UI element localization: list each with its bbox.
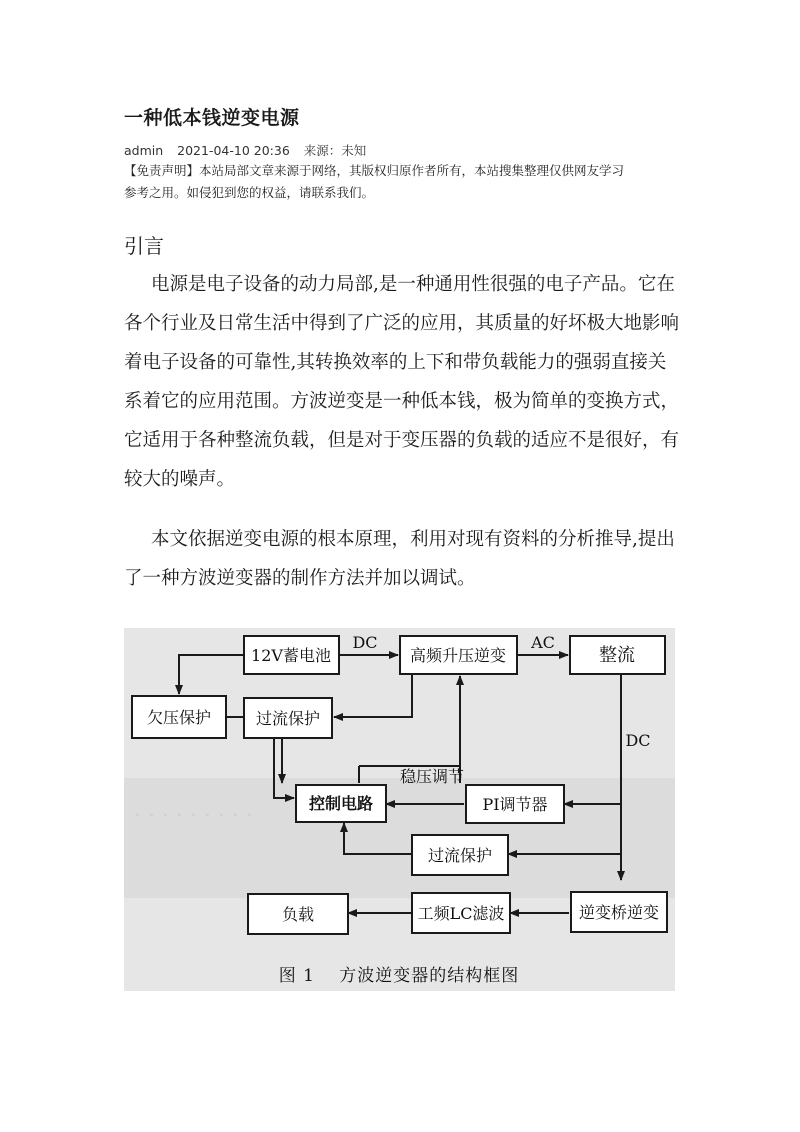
block-lc-filter-label: 工频LC滤波 bbox=[417, 904, 505, 923]
block-lc-filter bbox=[412, 893, 510, 933]
publish-datetime: 2021-04-10 20:36 bbox=[177, 143, 290, 158]
block-overcurrent-top-label: 过流保护 bbox=[255, 709, 321, 728]
block-hf-boost-label: 高频升压逆变 bbox=[409, 646, 507, 665]
block-undervoltage bbox=[132, 696, 226, 738]
block-battery-label: 12V蓄电池 bbox=[251, 646, 331, 665]
block-overcurrent-top bbox=[244, 698, 332, 738]
block-load-label: 负载 bbox=[281, 905, 315, 924]
paragraph-line: 了一种方波逆变器的制作方法并加以调试。 bbox=[124, 568, 476, 589]
block-control-label: 控制电路 bbox=[308, 794, 374, 813]
block-hf-boost bbox=[400, 636, 517, 674]
label-dc-top: DC bbox=[352, 633, 378, 652]
block-load bbox=[248, 894, 348, 934]
block-pi-label: PI调节器 bbox=[482, 795, 548, 814]
paragraph-intro bbox=[124, 265, 680, 499]
label-ac: AC bbox=[531, 633, 555, 652]
disclaimer-line: 参考之用。如侵犯到您的权益，请联系我们。 bbox=[124, 185, 375, 200]
svg-text:· · · · · · · · ·: · · · · · · · · · bbox=[134, 804, 253, 829]
figure-caption: 图 1 方波逆变器的结构框图 bbox=[278, 966, 520, 986]
block-rectifier-label: 整流 bbox=[599, 645, 635, 666]
paragraph-method bbox=[124, 520, 680, 598]
block-rectifier bbox=[570, 636, 665, 674]
disclaimer bbox=[124, 160, 684, 204]
scan-noise bbox=[124, 778, 675, 898]
block-bridge-label: 逆变桥逆变 bbox=[578, 903, 660, 922]
article-source: 来源：未知 bbox=[303, 143, 367, 158]
block-diagram-figure bbox=[124, 628, 675, 991]
block-control bbox=[296, 785, 386, 822]
block-bridge bbox=[571, 892, 667, 932]
block-diagram bbox=[124, 628, 675, 991]
block-battery bbox=[244, 636, 339, 674]
paragraph-line: 它适用于各种整流负载，但是对于变压器的负载的适应不是很好，有 bbox=[124, 430, 680, 451]
paragraph-line: 较大的噪声。 bbox=[124, 469, 236, 490]
block-overcurrent-bottom bbox=[412, 835, 508, 875]
section-heading: 引言 bbox=[124, 234, 164, 258]
paragraph-line: 各个行业及日常生活中得到了广泛的应用，其质量的好坏极大地影响 bbox=[124, 313, 680, 334]
article-meta bbox=[124, 141, 376, 159]
block-overcurrent-bottom-label: 过流保护 bbox=[427, 846, 493, 865]
paragraph-line: 系着它的应用范围。方波逆变是一种低本钱，极为简单的变换方式， bbox=[124, 391, 680, 412]
block-undervoltage-label: 欠压保护 bbox=[146, 708, 212, 727]
article-title: 一种低本钱逆变电源 bbox=[124, 107, 300, 129]
disclaimer-line: 【免责声明】本站局部文章来源于网络，其版权归原作者所有，本站搜集整理仅供网友学习 bbox=[124, 163, 625, 178]
paragraph-line: 电源是电子设备的动力局部,是一种通用性很强的电子产品。它在 bbox=[151, 274, 675, 295]
label-dc-right: DC bbox=[625, 731, 651, 750]
paragraph-line: 着电子设备的可靠性,其转换效率的上下和带负载能力的强弱直接关 bbox=[124, 352, 667, 373]
label-regulation: 稳压调节 bbox=[399, 767, 465, 786]
author: admin bbox=[124, 143, 164, 158]
paragraph-line: 本文依据逆变电源的根本原理，利用对现有资料的分析推导,提出 bbox=[151, 529, 675, 550]
block-pi bbox=[466, 785, 564, 823]
